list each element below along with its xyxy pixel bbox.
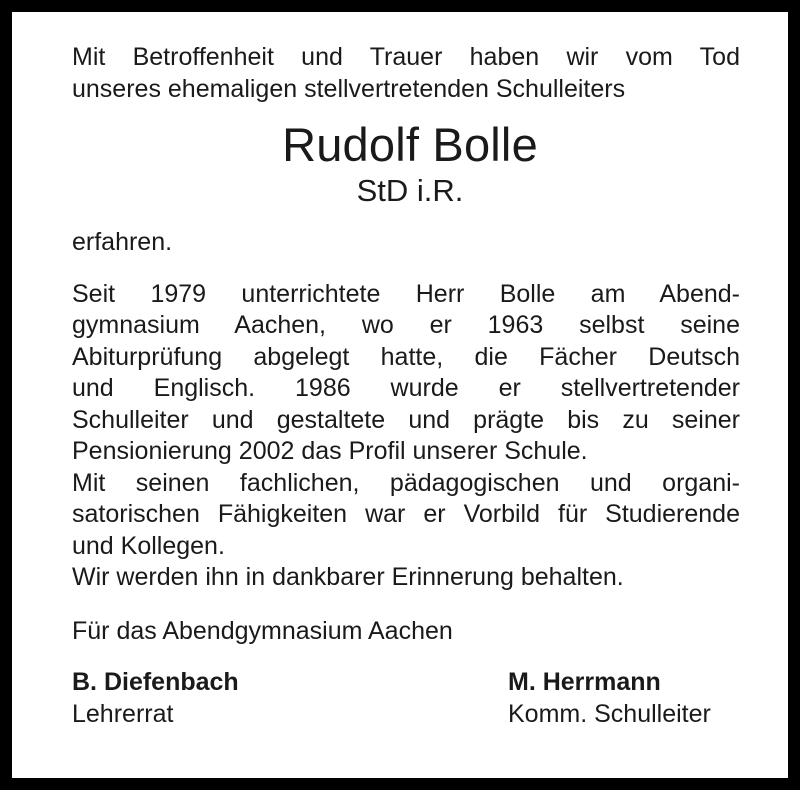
body-line: Seit 1979 unterrichtete Herr Bolle am Abend- bbox=[72, 279, 740, 308]
erfahren-text: erfahren. bbox=[72, 228, 173, 256]
body-line: Abiturprüfung abgelegt hatte, die Fächer Deutsch bbox=[72, 342, 740, 371]
signatory-left bbox=[72, 667, 239, 730]
signatures bbox=[72, 667, 740, 730]
signatory-role: Lehrerrat bbox=[72, 699, 174, 728]
body-line: und Englisch. 1986 wurde er stellvertretender bbox=[72, 374, 740, 402]
intro-line-2: unseres ehemaligen stellvertretenden Schulleiters bbox=[72, 74, 626, 103]
signatory-name: M. Herrmann bbox=[508, 668, 661, 696]
body-line: Mit seinen fachlichen, pädagogischen und organi- bbox=[72, 468, 740, 497]
signatory-role: Komm. Schulleiter bbox=[508, 699, 711, 728]
body-line: gymnasium Aachen, wo er 1963 selbst seine bbox=[72, 311, 740, 339]
body-line: Wir werden ihn in dankbarer Erinnerung behalten. bbox=[72, 563, 624, 591]
signatory-right bbox=[508, 667, 740, 730]
notice-content bbox=[72, 42, 740, 730]
body-line: satorischen Fähigkeiten war er Vorbild für Studierende bbox=[72, 500, 740, 528]
on-behalf-line: Für das Abendgymnasium Aachen bbox=[72, 616, 453, 645]
body-line: Pensionierung 2002 das Profil unserer Schule. bbox=[72, 437, 588, 465]
deceased-title: StD i.R. bbox=[356, 173, 464, 208]
obituary-notice bbox=[12, 12, 788, 778]
body-line: und Kollegen. bbox=[72, 531, 225, 560]
body-paragraph bbox=[72, 279, 740, 594]
intro-line-1: Mit Betroffenheit und Trauer haben wir vom Tod bbox=[72, 43, 740, 71]
deceased-name: Rudolf Bolle bbox=[282, 118, 538, 171]
body-line: Schulleiter und gestaltete und prägte bis zu seiner bbox=[72, 405, 740, 434]
signatory-name: B. Diefenbach bbox=[72, 668, 239, 696]
